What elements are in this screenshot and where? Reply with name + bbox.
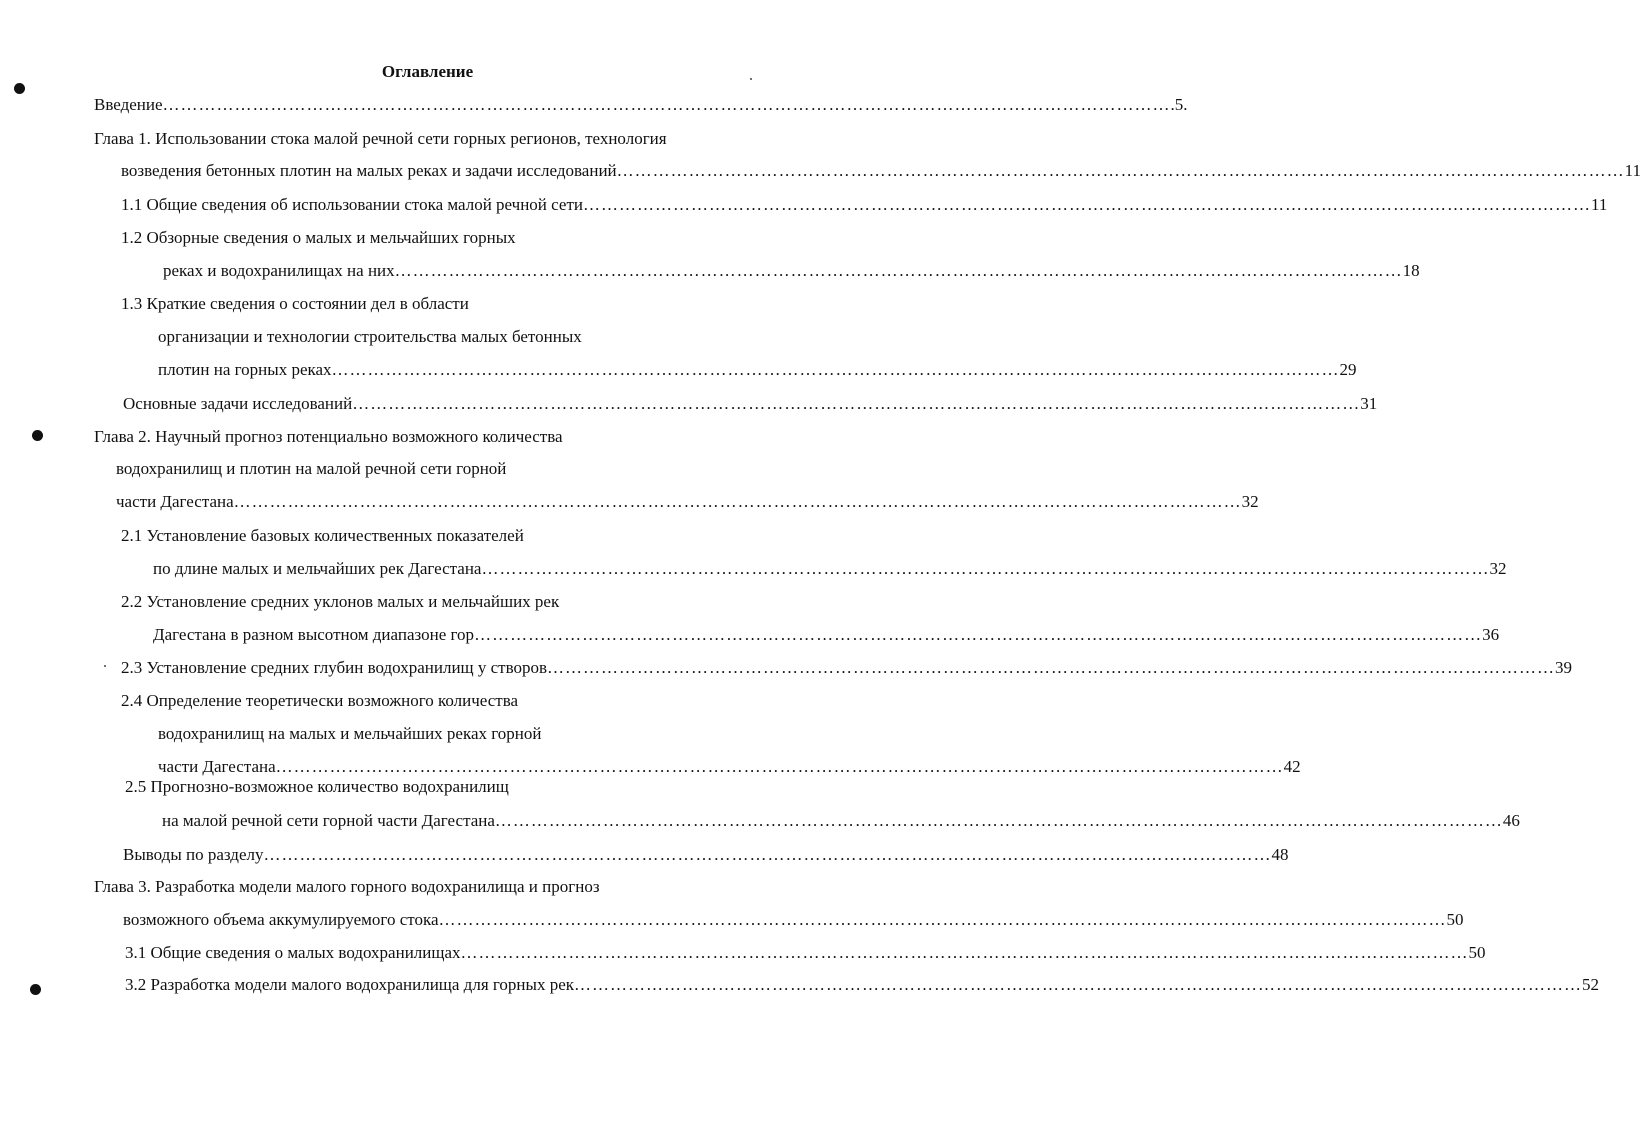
dot-leader: ……………………………………………………………………………………………………………………………………………………	[438, 910, 1447, 929]
toc-entry-text: части Дагестана	[116, 492, 234, 511]
toc-entry	[162, 810, 1520, 832]
toc-entry-text: Дагестана в разном высотном диапазоне гор	[153, 625, 475, 644]
toc-page-number: 36	[1482, 625, 1500, 644]
dot-leader: ……………………………………………………………………………………………………………………………………………………	[352, 394, 1361, 413]
dot-leader: ……………………………………………………………………………………………………………………………………………………	[394, 261, 1403, 280]
toc-section-heading: 1.2 Обзорные сведения о малых и мельчайших горных	[121, 228, 516, 247]
toc-section-heading: 2.4 Определение теоретически возможного количества	[121, 691, 519, 710]
toc-page-number: 50	[1446, 910, 1464, 929]
toc-entry	[123, 909, 1464, 931]
toc-entry-text: возможного объема аккумулируемого стока	[123, 910, 439, 929]
dot-leader: ……………………………………………………………………………………………………………………………………………………	[616, 161, 1625, 180]
toc-entry-text: плотин на горных реках	[158, 360, 332, 379]
toc-entry-text: на малой речной сети горной части Дагестана	[162, 811, 495, 830]
speck-mark	[104, 665, 106, 667]
toc-page-number: 32	[1489, 559, 1507, 578]
toc-entry	[158, 359, 1357, 381]
toc-section-heading: 2.1 Установление базовых количественных показателей	[121, 526, 524, 545]
toc-entry-text: реках и водохранилищах на них	[163, 261, 395, 280]
page-title: Оглавление	[381, 62, 474, 81]
toc-entry	[123, 844, 1289, 866]
toc-entry-text: Основные задачи исследований	[123, 394, 353, 413]
toc-section-heading: 2.5 Прогнозно-возможное количество водохранилищ	[125, 777, 509, 796]
toc-entry	[125, 974, 1600, 996]
toc-page-number: .5.	[1170, 95, 1188, 114]
toc-entry-text: Выводы по разделу	[123, 845, 264, 864]
toc-chapter-line: водохранилищ и плотин на малой речной сети горной	[116, 459, 507, 478]
toc-entry-text: 3.1 Общие сведения о малых водохранилищах	[125, 943, 461, 962]
toc-entry-text: по длине малых и мельчайших рек Дагестана	[153, 559, 482, 578]
toc-entry-text: Введение	[94, 95, 163, 114]
punch-hole-mark	[30, 984, 41, 995]
dot-leader: ……………………………………………………………………………………………………………………………………………………	[574, 975, 1583, 994]
toc-chapter-heading: Глава 3. Разработка модели малого горного водохранилища и прогноз	[94, 877, 600, 896]
toc-entry	[158, 756, 1301, 778]
toc-chapter-heading: Глава 1. Использовании стока малой речной сети горных регионов, технология	[94, 129, 667, 148]
toc-entry-text: 1.1 Общие сведения об использовании стока малой речной сети	[121, 195, 583, 214]
dot-leader: ……………………………………………………………………………………………………………………………………………………	[331, 360, 1340, 379]
toc-page-number: 18	[1402, 261, 1420, 280]
toc-entry	[153, 558, 1507, 580]
toc-page-number: 46	[1502, 811, 1520, 830]
toc-entry-text: 2.3 Установление средних глубин водохранилищ у створов	[121, 658, 548, 677]
toc-page-number: 31	[1360, 394, 1378, 413]
toc-entry	[121, 194, 1608, 216]
toc-entry	[94, 94, 1188, 116]
toc-entry	[116, 491, 1259, 513]
toc-entry	[121, 160, 1641, 182]
toc-page-number: 29	[1339, 360, 1357, 379]
dot-leader: ……………………………………………………………………………………………………………………………………………………	[547, 658, 1556, 677]
toc-entry-text: 3.2 Разработка модели малого водохранилища для горных рек	[125, 975, 575, 994]
dot-leader: ……………………………………………………………………………………………………………………………………………………	[582, 195, 1591, 214]
toc-section-line: водохранилищ на малых и мельчайших реках горной	[158, 724, 542, 743]
dot-leader: ……………………………………………………………………………………………………………………………………………………	[263, 845, 1272, 864]
toc-page-number: 52	[1582, 975, 1600, 994]
dot-leader: ……………………………………………………………………………………………………………………………………………………	[474, 625, 1483, 644]
toc-page-number: 11	[1590, 195, 1608, 214]
toc-page-number: 39	[1555, 658, 1573, 677]
dot-leader: ……………………………………………………………………………………………………………………………………………………	[481, 559, 1490, 578]
toc-entry	[153, 624, 1500, 646]
toc-section-line: организации и технологии строительства малых бетонных	[158, 327, 582, 346]
toc-page-number: 11	[1624, 161, 1641, 180]
dot-leader: ……………………………………………………………………………………………………………………………………………………	[460, 943, 1469, 962]
dot-leader: ……………………………………………………………………………………………………………………………………………………	[233, 492, 1242, 511]
toc-entry	[123, 393, 1378, 415]
punch-hole-mark	[14, 83, 25, 94]
toc-section-heading: 1.3 Краткие сведения о состоянии дел в области	[121, 294, 469, 313]
toc-chapter-heading: Глава 2. Научный прогноз потенциально возможного количества	[94, 427, 563, 446]
toc-page-number: 50	[1468, 943, 1486, 962]
toc-entry-text: возведения бетонных плотин на малых реках и задачи исследований	[121, 161, 617, 180]
dot-leader: ……………………………………………………………………………………………………………………………………………………	[162, 95, 1171, 114]
toc-entry	[163, 260, 1420, 282]
dot-leader: ……………………………………………………………………………………………………………………………………………………	[494, 811, 1503, 830]
toc-page-number: 42	[1283, 757, 1301, 776]
toc-entry-text: части Дагестана	[158, 757, 276, 776]
dot-leader: ……………………………………………………………………………………………………………………………………………………	[275, 757, 1284, 776]
toc-entry	[125, 942, 1486, 964]
punch-hole-mark	[32, 430, 43, 441]
toc-entry	[121, 657, 1573, 679]
toc-page-number: 32	[1241, 492, 1259, 511]
toc-section-heading: 2.2 Установление средних уклонов малых и мельчайших рек	[121, 592, 560, 611]
toc-page-number: 48	[1271, 845, 1289, 864]
